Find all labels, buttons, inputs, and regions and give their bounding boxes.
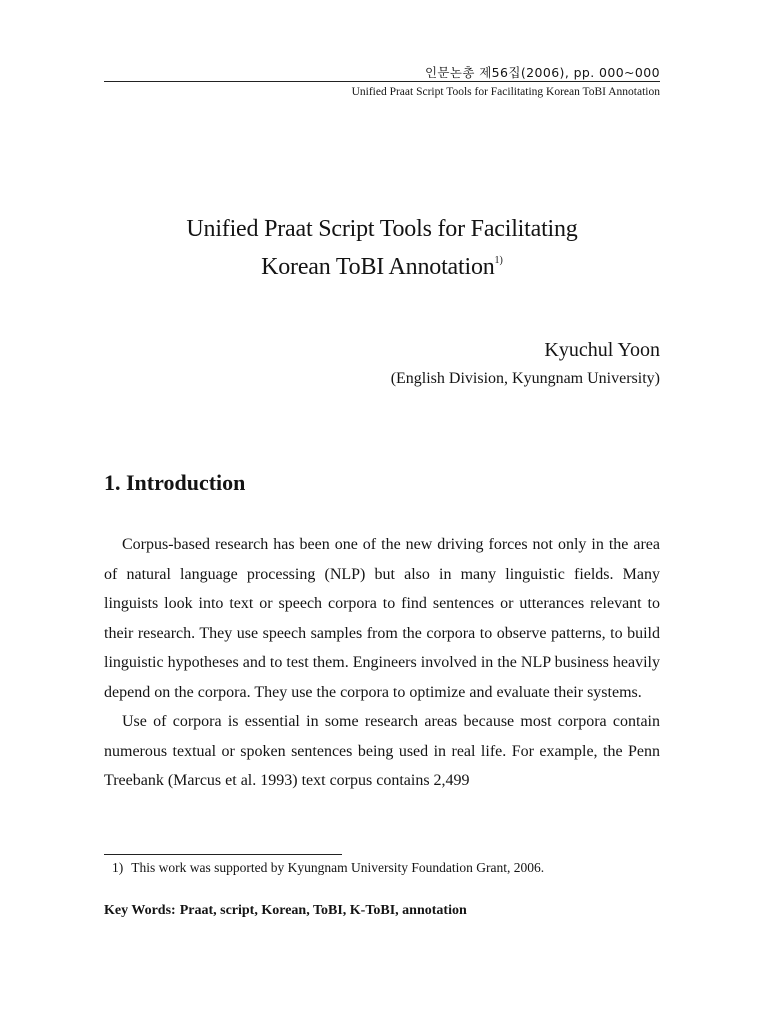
footnote-marker: 1) <box>112 860 124 875</box>
running-title: Unified Praat Script Tools for Facilitating Korean ToBI Annotation <box>351 86 660 98</box>
paragraph: Corpus-based research has been one of the new driving forces not only in the area of natural language processing (NLP) but also in many linguistic fields. Many linguists look into text or speech corpora to find sentences or utterances relevant to their research. They use speech samples from the corpora to observe patterns, to build linguistic hypotheses and to test them. Engineers involved in the NLP business heavily depend on the corpora. They use the corpora to optimize and evaluate their systems. <box>104 536 660 701</box>
paragraph: Use of corpora is essential in some research areas because most corpora contain numerous textual or spoken sentences being used in real life. For example, the Penn Treebank (Marcus et al. 1993) text corpus contains 2,499 <box>104 713 660 789</box>
footnote <box>112 860 544 876</box>
paper-title <box>104 213 660 283</box>
footnote-rule <box>104 854 342 855</box>
footnote-text: This work was supported by Kyungnam University Foundation Grant, 2006. <box>131 860 545 875</box>
title-line-2 <box>104 245 660 283</box>
header-rule <box>104 81 660 82</box>
author-name: Kyuchul Yoon <box>544 339 660 361</box>
title-line-2-text: Korean ToBI Annotation <box>261 254 495 280</box>
section-heading: 1. Introduction <box>104 470 246 495</box>
author-affiliation: (English Division, Kyungnam University) <box>390 370 660 387</box>
keywords <box>104 903 467 919</box>
title-footnote-marker[interactable]: 1) <box>494 255 503 266</box>
section-body <box>104 530 660 796</box>
journal-citation: 인문논총 제56집(2006), pp. 000~000 <box>424 65 660 80</box>
keywords-label: Key Words: <box>104 903 176 918</box>
title-line-1: Unified Praat Script Tools for Facilitating <box>186 216 578 242</box>
keywords-terms: Praat, script, Korean, ToBI, K-ToBI, annotation <box>179 903 467 918</box>
